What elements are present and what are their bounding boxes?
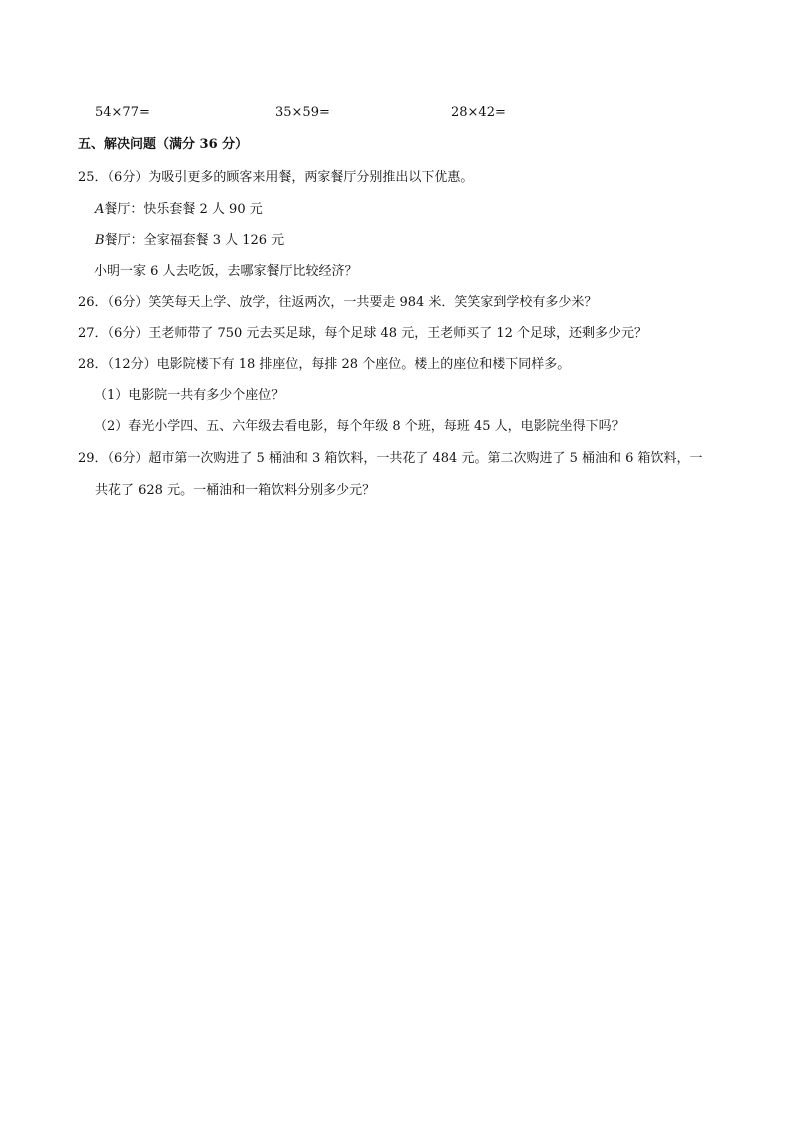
- calculation-1: 54×77=: [95, 105, 150, 120]
- calculation-3: 28×42=: [451, 105, 506, 120]
- question-26: 26．（6分）笑笑每天上学、放学，往返两次，一共要走 984 米．笑笑家到学校有多少米？: [78, 295, 598, 310]
- section-title: 五、解决问题（满分 36 分）: [78, 137, 249, 152]
- question-28-sub-1: （1）电影院一共有多少个座位？: [94, 388, 285, 403]
- question-28: 28．（12分）电影院楼下有 18 排座位，每排 28 个座位。楼上的座位和楼下同样多。: [78, 357, 571, 372]
- question-25-option-a: [95, 203, 263, 216]
- question-25: 25．（6分）为吸引更多的顾客来用餐，两家餐厅分别推出以下优惠。: [78, 170, 474, 185]
- option-a-text: 餐厅：快乐套餐 2 人 90 元: [104, 202, 263, 217]
- question-29-line-2: 共花了 628 元。一桶油和一箱饮料分别多少元？: [95, 483, 376, 498]
- question-25-option-b: [95, 234, 284, 247]
- option-a-letter: A: [95, 202, 105, 217]
- question-27: 27．（6分）王老师带了 750 元去买足球，每个足球 48 元，王老师买了 12 个足球，还剩多少元？: [78, 326, 648, 341]
- option-b-text: 餐厅：全家福套餐 3 人 126 元: [104, 233, 285, 248]
- question-28-sub-2: （2）春光小学四、五、六年级去看电影，每个年级 8 个班，每班 45 人，电影院坐得下吗？: [94, 419, 625, 434]
- option-b-letter: B: [95, 233, 105, 248]
- question-25-ask: 小明一家 6 人去吃饭，去哪家餐厅比较经济？: [94, 264, 358, 279]
- calculation-2: 35×59=: [275, 105, 330, 120]
- question-29-line-1: 29．（6分）超市第一次购进了 5 桶油和 3 箱饮料，一共花了 484 元。第二次购进了 5 桶油和 6 箱饮料，一: [78, 451, 703, 466]
